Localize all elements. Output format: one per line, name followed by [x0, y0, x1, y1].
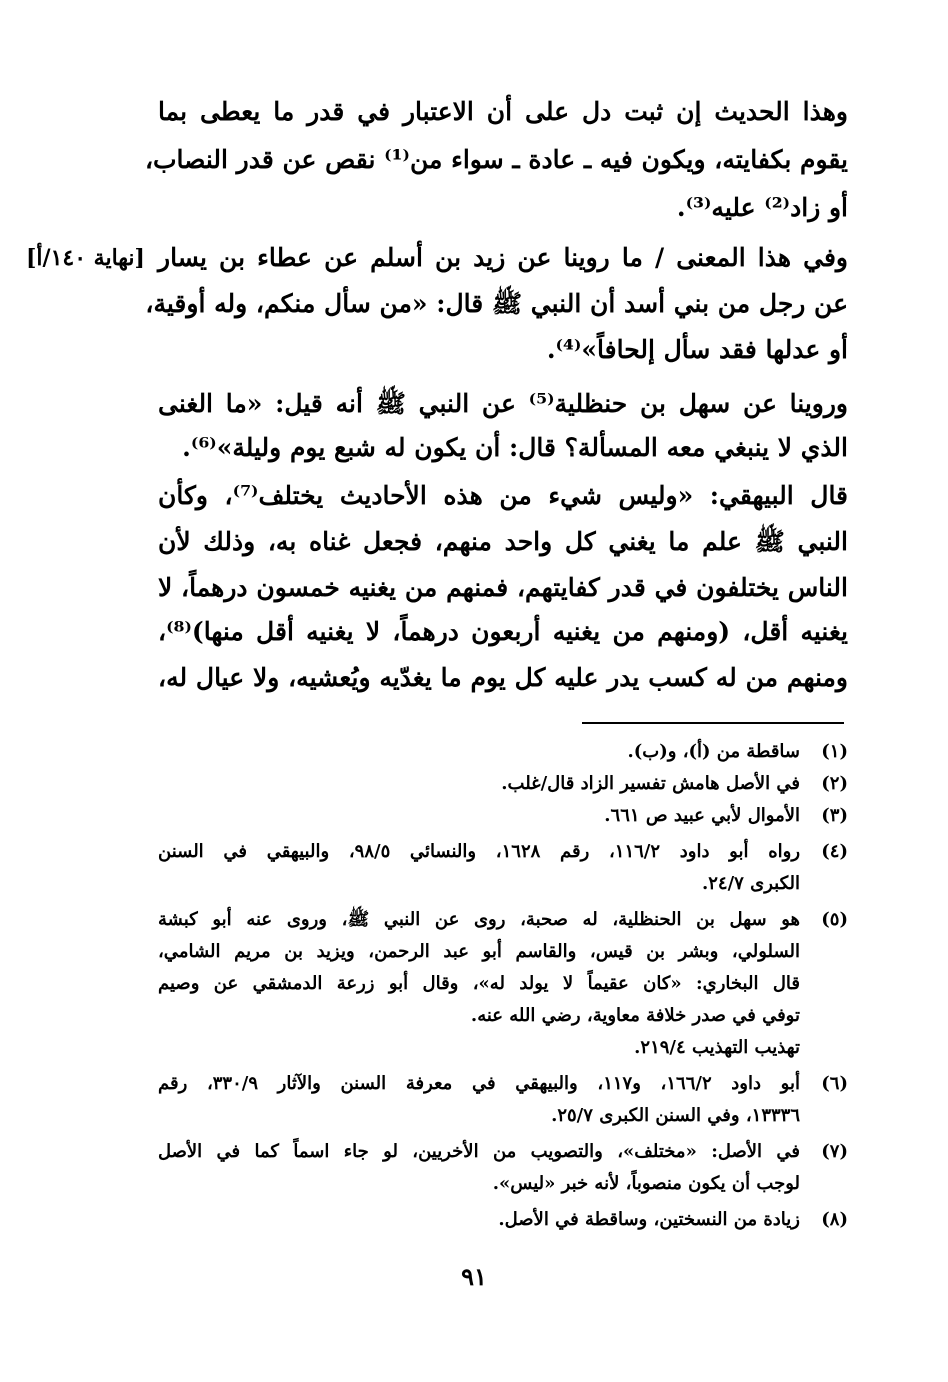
body-line: وهذا الحديث إن ثبت دل على أن الاعتبار في قدر ما يعطى بما [158, 97, 848, 126]
footnote-5-cont [158, 970, 848, 998]
footnote-number: (٤) [821, 841, 848, 862]
footnote-text: رواه أبو داود ١١٦/٢، رقم ١٦٢٨، والنسائي ٩٨/٥، والبيهقي في السنن [158, 841, 801, 862]
body-line: ومنهم من له كسب يدر عليه كل يوم ما يغدّيه ويُعشيه، ولا عيال له، [158, 663, 848, 692]
footnote-5-cont [158, 1034, 848, 1062]
footnote-5 [158, 906, 848, 934]
footnote-text: زيادة من النسختين، وساقطة في الأصل. [498, 1209, 800, 1230]
body-line: عن رجل من بني أسد أن النبي ﷺ قال: «من سأل منكم، وله أوقية، [145, 289, 848, 318]
footnote-7 [158, 1138, 848, 1166]
footnote-text: لوجب أن يكون منصوباً، لأنه خبر «ليس». [492, 1173, 800, 1194]
footnote-text: أبو داود ١٦٦/٢، و١١٧، والبيهقي في معرفة السنن والآثار ٣٣٠/٩، رقم [158, 1073, 800, 1094]
footnote-text: قال البخاري: «كان عقيماً لا يولد له»، وقال أبو زرعة الدمشقي عن وصيم [158, 973, 800, 994]
page-number: ٩١ [461, 1262, 487, 1291]
footnote-text: في الأصل: «مختلف»، والتصويب من الأخريين، لو جاء اسماً كما في الأصل [158, 1141, 800, 1162]
body-line: وفي هذا المعنى / ما روينا عن زيد بن أسلم عن عطاء بن يسار [158, 243, 848, 272]
footnote-number: (١) [821, 741, 848, 762]
body-line: يغنيه أقل، (ومنهم من يغنيه أربعون درهماً، لا يغنيه أقل منها)⁽⁸⁾، [158, 617, 848, 646]
footnote-text: السلولي، وبشر بن قيس، والقاسم أبو عبد الرحمن، ويزيد بن مريم الشامي، [158, 941, 800, 962]
body-line: وروينا عن سهل بن حنظلية⁽⁵⁾ عن النبي ﷺ أنه قيل: «ما الغنى [158, 389, 849, 418]
footnote-7-cont [158, 1170, 848, 1198]
footnote-number: (٧) [821, 1141, 848, 1162]
body-line: قال البيهقي: «وليس شيء من هذه الأحاديث يختلف⁽⁷⁾، وكأن [158, 481, 849, 510]
footnote-number: (٢) [821, 773, 848, 794]
footnote-5-cont [158, 1002, 848, 1030]
body-line: الذي لا ينبغي معه المسألة؟ قال: أن يكون له شبع يوم وليلة»⁽⁶⁾. [182, 433, 848, 462]
footnote-5-cont [158, 938, 848, 966]
footnote-3 [158, 802, 848, 830]
footnote-text: الكبرى ٢٤/٧. [701, 873, 800, 894]
footnote-number: (٨) [821, 1209, 848, 1230]
footnote-6 [158, 1070, 848, 1098]
footnote-text: تهذيب التهذيب ٢١٩/٤. [634, 1037, 800, 1058]
footnote-6-cont [158, 1102, 848, 1130]
body-line: النبي ﷺ علم ما يغني كل واحد منهم، فجعل غناه به، وذلك لأن [158, 527, 848, 556]
body-line: أو زاد⁽²⁾ عليه⁽³⁾. [676, 193, 848, 222]
body-line: يقوم بكفايته، ويكون فيه ـ عادة ـ سواء من⁽¹⁾ نقص عن قدر النصاب، [144, 145, 848, 174]
footnote-text: ساقطة من (أ)، و(ب). [627, 741, 800, 762]
footnote-number: (٥) [821, 909, 848, 930]
footnote-text: ١٣٣٣٦، وفي السنن الكبرى ٢٥/٧. [551, 1105, 800, 1126]
footnote-1 [158, 738, 848, 766]
footnote-2 [158, 770, 848, 798]
body-line: أو عدلها فقد سأل إلحافاً»⁽⁴⁾. [546, 335, 848, 364]
footnote-4 [158, 838, 848, 866]
footnote-8 [158, 1206, 848, 1234]
footnote-number: (٦) [821, 1073, 848, 1094]
footnote-separator [582, 722, 844, 724]
footnote-text: الأموال لأبي عبيد ص ٦٦١. [604, 805, 800, 826]
footnote-number: (٣) [821, 805, 848, 826]
margin-note: [نهاية ١٤٠/أ] [26, 245, 145, 271]
body-line: الناس يختلفون في قدر كفايتهم، فمنهم من يغنيه خمسون درهماً، لا [158, 573, 848, 602]
footnote-text: توفي في صدر خلافة معاوية، رضي الله عنه. [470, 1005, 800, 1026]
footnote-text: هو سهل بن الحنظلية، له صحبة، روى عن النبي ﷺ، وروى عنه أبو كبشة [158, 909, 800, 930]
footnote-text: في الأصل هامش تفسير الزاد قال/غلب. [501, 773, 800, 794]
footnote-4-cont [158, 870, 848, 898]
